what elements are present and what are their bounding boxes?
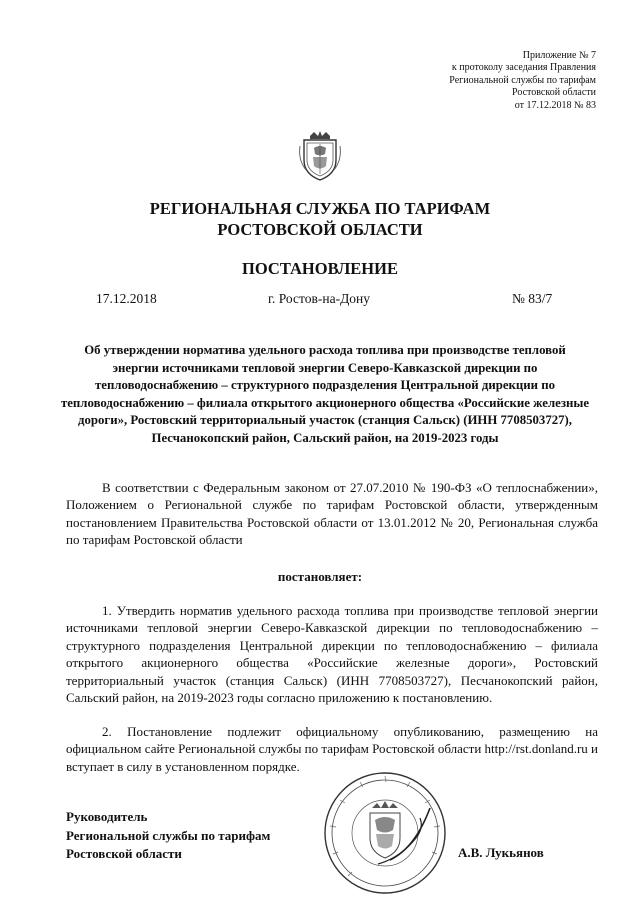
decree-word: постановляет: [277,569,363,584]
signatory-title-line: Руководитель [66,809,148,824]
document-type: ПОСТАНОВЛЕНИЕ [242,259,398,278]
signatory-title-line: Ростовской области [66,846,182,861]
document-subject: Об утверждении норматива удельного расхода топлива при производстве тепловой энергии источниками тепловой энергии Северо-Кавказской дирекции по тепловодоснабжению – структурного подразделения Центральной дирекции по тепловодоснабжению – филиала открытого акционерного общества «Российские железные дороги», Ростовский территориальный участок (станция Сальск) (ИНН 7708503727), Песчанокопский район, Сальский район, на 2019-2023 годы [60,343,590,445]
document-city: г. Ростов-на-Дону [268,291,371,306]
appendix-line: Ростовской области [512,87,596,99]
official-round-seal-icon [320,768,450,898]
org-line: РОСТОВСКОЙ ОБЛАСТИ [217,220,423,239]
preamble-paragraph: В соответствии с Федеральным законом от 27.07.2010 № 190-ФЗ «О теплоснабжении», Положением о Региональной службе по тарифам Ростовской области, утвержденным постановлением Правительства Ростовской области от 13.01.2012 № 20, Региональная служба по тарифам Ростовской области [66,480,598,548]
appendix-line: к протоколу заседания Правления [451,62,596,74]
item-2-paragraph: 2. Постановление подлежит официальному опубликованию, размещению на официальном сайте Региональной службы по тарифам Ростовской области http://rst.donland.ru и вступает в силу в установленном порядке. [66,724,599,774]
document-number: № 83/7 [512,291,553,306]
signatory-name: А.В. Лукьянов [458,845,544,860]
appendix-line: Приложение № 7 [522,50,596,61]
signatory-title-line: Региональной службы по тарифам [66,827,271,843]
appendix-line: от 17.12.2018 № 83 [514,99,596,111]
appendix-note [356,50,596,112]
item-1-paragraph: 1. Утвердить норматив удельного расхода топлива при производстве тепловой энергии источниками тепловой энергии Северо-Кавказской дирекции по тепловодоснабжению – структурного подразделения Центральной дирекции по тепловодоснабжению – филиала открытого акционерного общества «Российские железные дороги», Ростовский территориальный участок (станция Сальск) (ИНН 7708503727), Песчанокопский район, Сальский район, на 2019-2023 годы согласно приложению к постановлению. [66,603,598,706]
organization-name [0,198,640,240]
appendix-line: Региональной службы по тарифам [449,74,596,86]
document-date: 17.12.2018 [96,291,157,306]
rostov-coat-of-arms-icon [296,130,344,182]
signatory-title [66,808,270,864]
org-line: РЕГИОНАЛЬНАЯ СЛУЖБА ПО ТАРИФАМ [149,199,491,218]
